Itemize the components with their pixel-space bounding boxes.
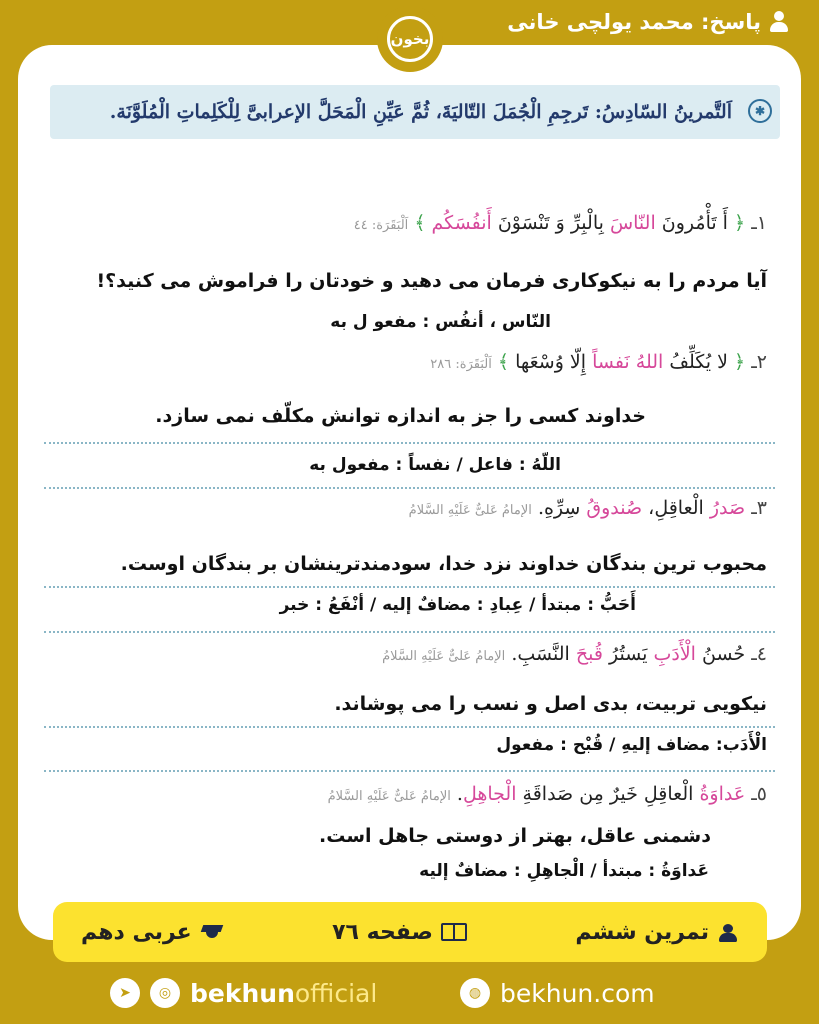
dotted-divider (44, 770, 775, 772)
verse-number: ٤ـ (751, 643, 767, 665)
answer-1: النّاس ، أنفُس : مفعو ل به (330, 312, 551, 332)
verse-text: سِرِّهِ. (537, 497, 587, 519)
highlighted-word: عَداوَةُ (699, 783, 746, 805)
hadith-reference: الإمامُ عَلیٌّ عَلَیْهِ السَّلامُ (408, 503, 532, 518)
translation-2: خداوند کسی را جز به اندازه توانش مکلّف نمی سازد. (155, 405, 646, 427)
highlighted-word: النّاسَ (609, 212, 656, 234)
book-label (81, 920, 224, 945)
verse-number: ١ـ (751, 212, 767, 234)
logo-mark: بخون (387, 16, 433, 62)
social-handle[interactable] (110, 978, 377, 1008)
verse-3 (409, 497, 767, 519)
verse-text: حُسنُ (695, 643, 746, 665)
dotted-divider (44, 442, 775, 444)
highlighted-word: قُبحَ (575, 643, 603, 665)
verse-2 (430, 351, 767, 373)
answer-4: الْأَدَب: مضاف إلیهِ / قُبْح : مفعول (496, 735, 767, 755)
dotted-divider (44, 586, 775, 588)
verse-number: ٥ـ (751, 783, 767, 805)
verse-number: ٣ـ (751, 497, 767, 519)
website-text: bekhun.com (500, 978, 655, 1008)
hadith-reference: الإمامُ عَلیٌّ عَلَیْهِ السَّلامُ (327, 789, 451, 804)
verse-reference: اَلْبَقَرَة: ٢٨٦ (430, 357, 492, 372)
translation-3: محبوب ترین بندگان خداوند نزد خدا، سودمندترینشان بر بندگان اوست. (120, 553, 767, 575)
translation-5: دشمنی عاقل، بهتر از دوستی جاهل است. (319, 825, 711, 847)
website-link[interactable] (460, 978, 655, 1008)
highlighted-word: الْأَدَبِ (653, 643, 696, 665)
open-bracket: ﴿ (734, 351, 746, 373)
verse-text: یَستُرُ (602, 643, 654, 665)
handle-light: official (294, 978, 378, 1008)
book-label-text: عربی دهم (81, 919, 192, 945)
content-card (18, 45, 801, 940)
page-label (332, 920, 467, 945)
highlighted-word: صَدرُ (709, 497, 746, 519)
highlighted-word: أَنفُسَکُم (431, 212, 492, 234)
hadith-reference: الإمامُ عَلیٌّ عَلَیْهِ السَّلامُ (382, 649, 506, 664)
translation-1: آیا مردم را به نیکوکاری فرمان می دهید و خودتان را فراموش می کنید؟! (96, 270, 767, 292)
verse-text: إِلّا وُسْعَها (515, 351, 593, 373)
verse-1 (354, 212, 767, 234)
answer-3: أَحَبُّ : مبتدأ / عِبادِ : مضافٌ إلیه / أنْفَعُ : خبر (279, 595, 636, 615)
globe-icon: ◍ (460, 978, 490, 1008)
highlighted-word: الْجاهِلِ (462, 783, 517, 805)
verse-text: أَ تَأْمُرونَ (655, 212, 728, 234)
verse-text: الْعاقِلِ خَیرٌ مِن صَداقَةِ (516, 783, 700, 805)
verse-reference: اَلْبَقَرَة: ٤٤ (353, 218, 409, 233)
dotted-divider (44, 487, 775, 489)
close-bracket: ﴾ (497, 351, 510, 373)
dotted-divider (44, 726, 775, 728)
verse-text: الْعاقِلِ، (642, 497, 710, 519)
graduation-cap-icon (200, 922, 224, 942)
highlighted-word: نَفساً (592, 351, 630, 373)
verse-text: . (456, 783, 463, 805)
verse-5 (328, 783, 767, 805)
book-icon (441, 923, 467, 941)
page-label-text: صفحه ٧٦ (332, 919, 433, 945)
exercise-title-band (50, 85, 780, 139)
handle-bold: bekhun (190, 978, 295, 1008)
exercise-title: اَلتَّمرینُ السّادِسُ: تَرجِمِ الْجُمَلَ التّالیَةَ، ثُمَّ عَیِّنِ الْمَحَلَّ الإعرابیَّ لِلْکَلِماتِ الْمُلَوَّنَة. (109, 101, 732, 123)
highlighted-word: صُندوقُ (586, 497, 643, 519)
student-icon (717, 921, 739, 943)
verse-text: بِالْبِرِّ وَ تَنْسَوْنَ (491, 212, 610, 234)
answer-2: اللّهُ : فاعل / نفساً : مفعول به (309, 455, 561, 475)
verse-number: ٢ـ (751, 351, 767, 373)
user-icon (769, 11, 789, 33)
answer-5: عَداوَةُ : مبتدأ / الْجاهِلِ : مضافٌ إلیه (419, 861, 709, 881)
exercise-label-text: تمرین ششم (575, 919, 709, 945)
badge-icon: ✱ (748, 99, 772, 123)
instagram-icon[interactable]: ◎ (150, 978, 180, 1008)
verse-text: النَّسَبِ. (511, 643, 576, 665)
open-bracket: ﴿ (734, 212, 746, 234)
logo (377, 6, 443, 72)
verse-4 (382, 643, 767, 665)
author-label (507, 10, 789, 34)
telegram-icon[interactable]: ➤ (110, 978, 140, 1008)
close-bracket: ﴾ (414, 212, 426, 234)
exercise-label (575, 920, 739, 945)
social-handle-text (190, 979, 377, 1008)
dotted-divider (44, 631, 775, 633)
translation-4: نیکویی تربیت، بدی اصل و نسب را می پوشاند. (334, 693, 767, 715)
info-bar (53, 902, 767, 962)
author-text: پاسخ: محمد یولچی خانی (507, 10, 761, 34)
footer (0, 978, 819, 1022)
highlighted-word: اللهُ (635, 351, 664, 373)
verse-text: لا یُکَلِّفُ (663, 351, 728, 373)
